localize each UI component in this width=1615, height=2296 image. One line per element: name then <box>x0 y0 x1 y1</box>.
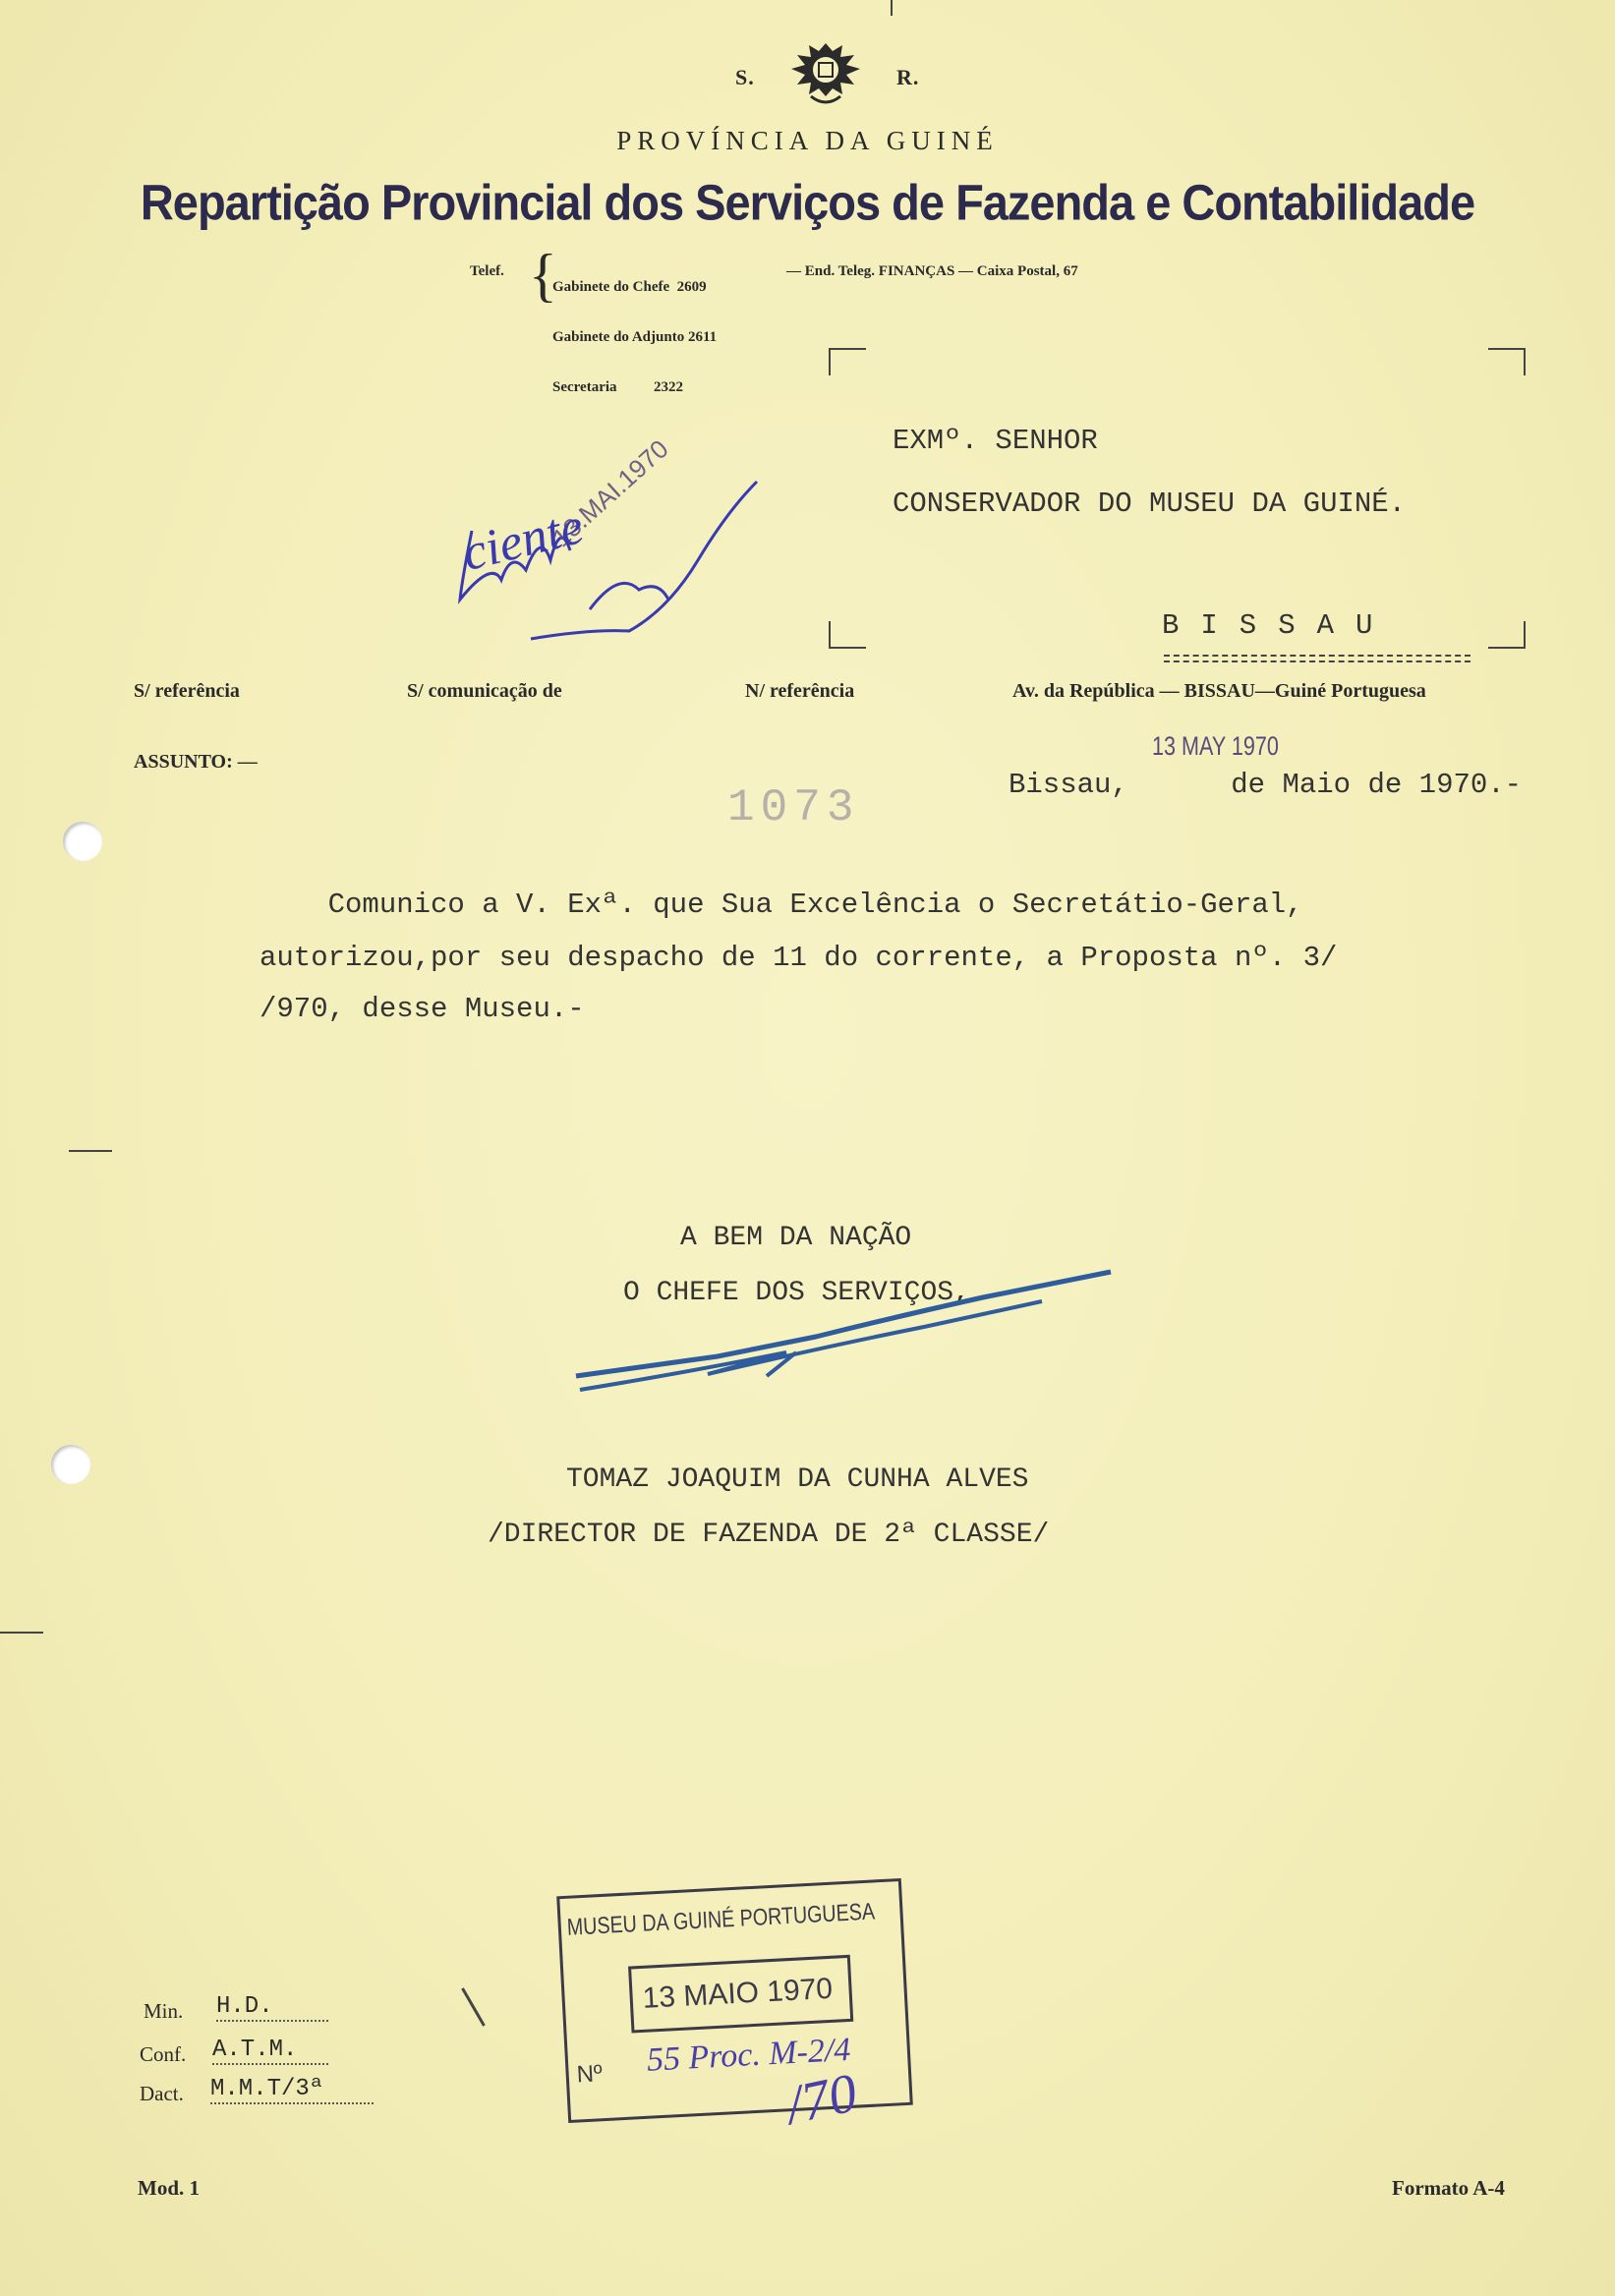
office-address: Av. da República — BISSAU—Guiné Portuguesa <box>1012 680 1426 702</box>
department-title: Repartição Provincial dos Serviços de Fazenda e Contabilidade <box>140 173 1475 231</box>
subject-label: ASSUNTO: — <box>134 751 258 773</box>
sr-right: R. <box>896 65 920 89</box>
closing-salutation: A BEM DA NAÇÃO <box>680 1223 912 1253</box>
phone-line-chefe: Gabinete do Chefe 2609 <box>552 279 707 295</box>
phone-list <box>552 246 717 430</box>
form-model: Mod. 1 <box>138 2176 200 2200</box>
addressee-city: BISSAU <box>1162 609 1395 642</box>
closing-role: O CHEFE DOS SERVIÇOS, <box>623 1278 970 1308</box>
body-line-2: autorizou,por seu despacho de 11 do corrente, a Proposta nº. 3/ <box>260 942 1338 974</box>
sr-left: S. <box>735 65 755 89</box>
window-corner-mark <box>1488 348 1526 375</box>
dact-label: Dact. <box>140 2082 184 2105</box>
min-value: H.D. <box>216 1993 328 2022</box>
binder-hole <box>51 1445 90 1484</box>
window-corner-mark <box>829 348 866 375</box>
addressee-salutation: EXMº. SENHOR <box>893 425 1098 457</box>
handwritten-note: ciente <box>456 497 590 583</box>
conf-label: Conf. <box>140 2042 187 2066</box>
phone-line-adjunto: Gabinete do Adjunto 2611 <box>552 329 718 345</box>
museum-stamp-extra: /70 <box>780 2062 863 2137</box>
signature <box>570 1258 1121 1406</box>
museum-stamp-proc: 55 Proc. M-2/4 <box>646 2031 852 2079</box>
window-corner-mark <box>829 621 866 649</box>
museum-stamp-date-box <box>628 1955 853 2034</box>
binder-hole <box>63 822 102 861</box>
date-line: Bissau, de Maio de 1970.- <box>1009 769 1523 801</box>
museum-stamp <box>556 1878 913 2123</box>
s-comunicacao-label: S/ comunicação de <box>407 680 562 702</box>
received-stamp: 13 MAY 1970 <box>1152 731 1279 761</box>
received-date-stamp: 13.MAI.1970 <box>547 433 674 553</box>
min-label: Min. <box>144 1999 184 2023</box>
museum-stamp-date: 13 MAIO 1970 <box>641 1972 834 2015</box>
signatory-title: /DIRECTOR DE FAZENDA DE 2ª CLASSE/ <box>488 1520 1050 1550</box>
fold-mark <box>0 1632 43 1634</box>
body-line-1: Comunico a V. Exª. que Sua Excelência o Secretátio-Geral, <box>260 889 1303 921</box>
phone-line-secretaria: Secretaria 2322 <box>552 379 684 395</box>
coat-of-arms-emblem <box>781 39 870 110</box>
conf-value: A.T.M. <box>212 2037 328 2065</box>
telef-label: Telef. <box>470 263 504 279</box>
brace-icon: { <box>529 243 557 308</box>
addressee-title: CONSERVADOR DO MUSEU DA GUINÉ. <box>893 488 1407 520</box>
s-referencia-label: S/ referência <box>134 680 240 702</box>
contact-info: — End. Teleg. FINANÇAS — Caixa Postal, 67 <box>786 263 1078 279</box>
museum-stamp-title: MUSEU DA GUINÉ PORTUGUESA <box>566 1898 876 1941</box>
signatory-name: TOMAZ JOAQUIM DA CUNHA ALVES <box>566 1464 1029 1495</box>
faint-register-number: 1073 <box>727 782 860 833</box>
n-referencia-label: N/ referência <box>745 680 855 702</box>
paper-format: Formato A-4 <box>1392 2176 1505 2200</box>
body-line-3: /970, desse Museu.- <box>260 993 585 1025</box>
city-double-underline <box>1164 655 1471 662</box>
fold-mark <box>891 0 893 16</box>
province-title: PROVÍNCIA DA GUINÉ <box>616 126 999 155</box>
fold-mark <box>69 1150 112 1152</box>
museum-stamp-no-label: Nº <box>576 2060 604 2089</box>
window-corner-mark <box>1488 621 1526 649</box>
pen-stroke <box>461 1987 486 2027</box>
dact-value: M.M.T/3ª <box>210 2076 374 2104</box>
